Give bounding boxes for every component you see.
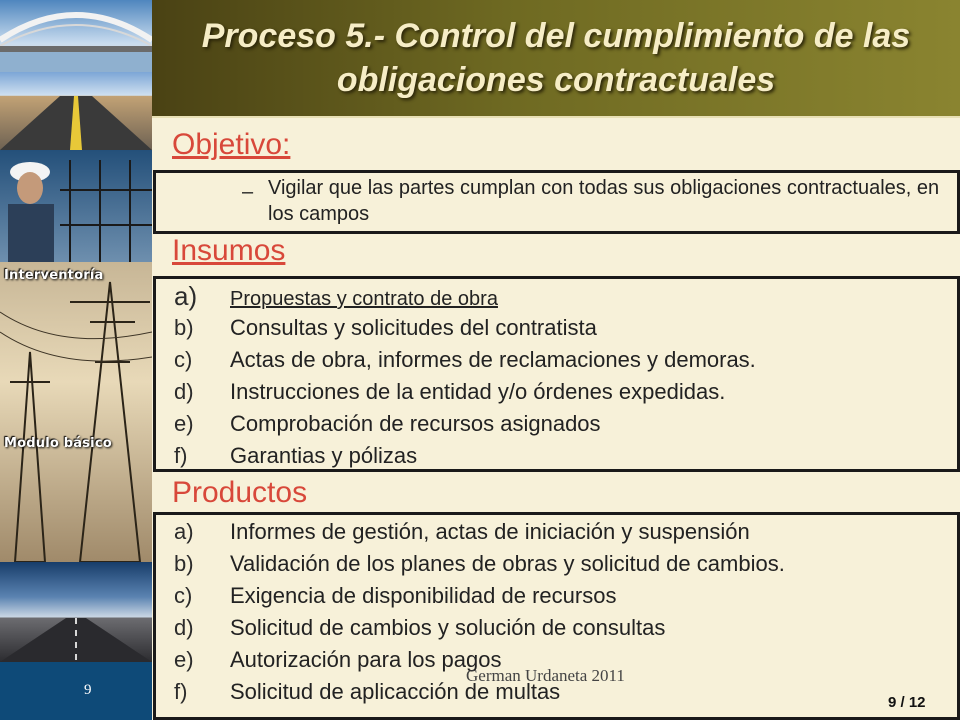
list-marker: d) xyxy=(174,379,194,404)
objetivo-heading: Objetivo: xyxy=(172,128,291,161)
insumos-heading: Insumos xyxy=(172,234,286,267)
list-marker: f) xyxy=(174,679,188,704)
objetivo-text: Vigilar que las partes cumplan con todas sus obligaciones contractuales, en los campos xyxy=(268,177,940,225)
sidebar-page-number: 9 xyxy=(84,682,92,698)
page-indicator: 9 / 12 xyxy=(888,694,926,711)
objetivo-bullet: – xyxy=(242,181,254,203)
rain-road-photo xyxy=(0,562,152,662)
list-item xyxy=(174,583,616,609)
list-text: Autorización para los pagos xyxy=(230,647,502,672)
list-item xyxy=(174,411,601,437)
sidebar-label-interventoria: Interventoría xyxy=(4,268,104,283)
list-text: Comprobación de recursos asignados xyxy=(230,411,601,436)
list-item xyxy=(174,551,785,577)
list-marker: f) xyxy=(174,443,188,468)
insumos-box xyxy=(153,276,960,472)
list-marker: c) xyxy=(174,583,193,608)
list-item xyxy=(174,615,665,641)
sidebar-footer xyxy=(0,662,152,720)
engineer-photo xyxy=(0,150,152,262)
list-text: Solicitud de aplicacción de multas xyxy=(230,679,561,704)
list-text: Garantias y pólizas xyxy=(230,443,418,468)
list-item xyxy=(174,347,756,373)
list-marker: b) xyxy=(174,315,194,340)
sidebar-image-strip xyxy=(0,0,152,720)
list-marker: e) xyxy=(174,647,194,672)
productos-heading: Productos xyxy=(172,476,308,509)
list-text: Consultas y solicitudes del contratista xyxy=(230,315,597,340)
list-marker: a) xyxy=(174,281,198,311)
list-text: Solicitud de cambios y solución de consultas xyxy=(230,615,666,640)
list-marker: b) xyxy=(174,551,194,576)
list-item xyxy=(174,519,750,545)
list-text: Instrucciones de la entidad y/o órdenes expedidas. xyxy=(230,379,726,404)
list-text: Exigencia de disponibilidad de recursos xyxy=(230,583,617,608)
list-text: Informes de gestión, actas de iniciación y suspensión xyxy=(230,519,750,544)
slide-title: Proceso 5.- Control del cumplimiento de las obligaciones contractuales xyxy=(201,17,911,99)
list-marker: d) xyxy=(174,615,194,640)
list-marker: e) xyxy=(174,411,194,436)
list-marker: a) xyxy=(174,519,194,544)
objetivo-box xyxy=(153,170,960,234)
sidebar-label-modulo: Modulo básico xyxy=(4,436,112,451)
footer-author: German Urdaneta 2011 xyxy=(466,666,625,685)
list-text: Validación de los planes de obras y solicitud de cambios. xyxy=(230,551,785,576)
bridge-photo xyxy=(0,0,152,72)
list-marker: c) xyxy=(174,347,193,372)
title-bar xyxy=(152,0,960,118)
list-text: Propuestas y contrato de obra xyxy=(230,288,498,310)
list-text: Actas de obra, informes de reclamaciones y demoras. xyxy=(230,347,756,372)
list-item xyxy=(174,443,417,469)
list-item xyxy=(174,647,502,673)
list-item xyxy=(174,315,597,341)
productos-box xyxy=(153,512,960,720)
list-item xyxy=(174,379,725,405)
list-item xyxy=(174,281,498,312)
highway-photo xyxy=(0,72,152,150)
power-towers-photo xyxy=(0,262,152,562)
